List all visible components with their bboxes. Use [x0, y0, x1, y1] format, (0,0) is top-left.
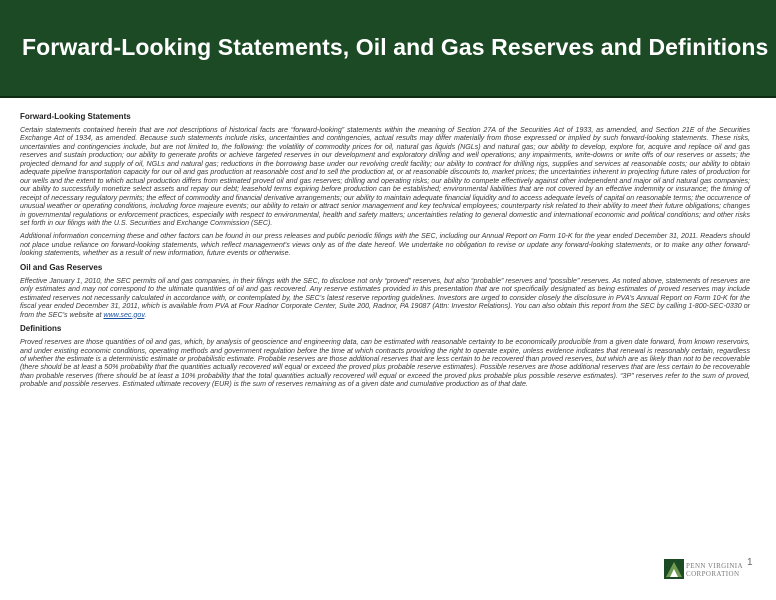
penn-virginia-logo	[664, 555, 743, 583]
definitions-paragraph: Proved reserves are those quantities of oil and gas, which, by analysis of geoscience and engineering data, can be estimated with reasonable certainty to be economically producible from a given date forward, from known reservoirs, and under existing economic conditions, operating methods and government regulation before the time at which contracts providing the right to operate expire, unless evidence indicates that renewal is reasonably certain, regardless of whether the estimate is a deterministic estimate or probabilistic estimate. Probable reserves are those additional reserves that are less certain to be recovered than proved reserves, but which are as likely than not to be recoverable (there should be at least a 50% probability that the quantities actually recovered will equal or exceed the proved plus probable reserve estimates). Possible reserves are those additional reserves that are less certain to be recoverable than probable reserves (there should be at least a 10% probability that the total quantities actually recovered will equal or exceed the proved plus probable plus possible reserve estimates). “3P” reserves refer to the sum of proved, probable and possible reserves. Estimated ultimate recovery (EUR) is the sum of reserves remaining as of a given date and cumulative production as of that date.	[20, 338, 750, 389]
forward-looking-section	[20, 112, 750, 258]
penn-virginia-logo-icon	[664, 559, 684, 579]
sec-website-link[interactable]: www.sec.gov	[103, 310, 145, 319]
title-bar	[0, 0, 776, 98]
reserves-paragraph-end: .	[144, 310, 147, 319]
definitions-section	[20, 324, 750, 389]
reserves-section	[20, 263, 750, 319]
logo-line-1: PENN VIRGINIA	[686, 562, 743, 570]
logo-line-2: CORPORATION	[686, 570, 740, 578]
slide-title: Forward-Looking Statements, Oil and Gas Reserves and Definitions	[22, 34, 769, 60]
reserves-heading: Oil and Gas Reserves	[20, 262, 103, 272]
forward-looking-paragraph-2: Additional information concerning these and other factors can be found in our press releases and public periodic filings with the SEC, including our Annual Report on Form 10-K for the year ended December 31, 2011. Readers should not place undue reliance on forward-looking statements, which reflect management’s views only as of the date hereof. We undertake no obligation to revise or update any forward-looking statements, or to make any other forward-looking statements, whether as a result of new information, future events or otherwise.	[20, 232, 750, 258]
definitions-heading: Definitions	[20, 324, 62, 334]
page-number: 1	[747, 557, 753, 568]
reserves-paragraph	[20, 277, 750, 319]
forward-looking-paragraph-1: Certain statements contained herein that are not descriptions of historical facts are “forward-looking” statements within the meaning of Section 27A of the Securities Act of 1933, as amended, and Section 21E of the Securities Exchange Act of 1934, as amended. Because such statements include risks, uncertainties and contingencies, actual results may differ materially from those expressed or implied by such forward-looking statements. These risks, uncertainties and contingencies include, but are not limited to, the following: the volatility of commodity prices for oil, natural gas liquids (NGLs) and natural gas; our ability to develop, explore for, acquire and replace oil and gas reserves and sustain production; our ability to generate profits or achieve targeted reserves in our development and exploratory drilling and well operations; any impairments, write-downs or write offs of our reserves or assets; the projected demand for and supply of oil, NGLs and natural gas; reductions in the borrowing base under our revolving credit facility; our ability to contract for drilling rigs, supplies and services at reasonable costs; our ability to obtain adequate pipeline transportation capacity for our oil and gas production at reasonable cost and to sell the production at, or at reasonable discounts to, market prices; the uncertainties inherent in projecting future rates of production for our wells and the extent to which actual production differs from estimated proved oil and gas reserves; drilling and operating risks; our ability to compete effectively against other independent and major oil and natural gas companies; our ability to successfully monetize select assets and repay our debt; leasehold terms expiring before production can be established; environmental liabilities that are not covered by an effective indemnity or insurance; the timing of receipt of necessary regulatory permits; the effect of commodity and financial derivative arrangements; our ability to maintain adequate financial liquidity and to access adequate levels of capital on reasonable terms; the occurrence of unusual weather or operating conditions, including force majeure events; our ability to retain or attract senior management and key technical employees; counterparty risk related to their ability to meet their future obligations; changes in governmental regulations or enforcement practices, especially with respect to environmental, health and safety matters; uncertainties relating to general domestic and international economic and political conditions; and other risks set forth in our filings with the U.S. Securities and Exchange Commission (SEC).	[20, 126, 750, 227]
slide-content	[20, 112, 750, 394]
forward-looking-heading: Forward-Looking Statements	[20, 112, 131, 121]
reserves-paragraph-text: Effective January 1, 2010, the SEC permits oil and gas companies, in their filings with the SEC, to disclose not only “proved” reserves, but also “probable” reserves and “possible” reserves. As noted above, statements of reserves are only estimates and may not correspond to the ultimate quantities of oil and gas recovered. Any reserve estimates provided in this presentation that are not specifically designated as being estimates of proved reserves may include estimated reserves not necessarily calculated in accordance with, or contemplated by, the SEC’s latest reserve reporting guidelines. Investors are urged to consider closely the disclosure in PVA’s Annual Report on Form 10-K for the fiscal year ended December 31, 2011, which is available from PVA at Four Radnor Corporate Center, Suite 200, Radnor, PA 19087 (Attn: Investor Relations). You can also obtain this report from the SEC by calling 1-800-SEC-0330 or from the SEC’s website at	[20, 276, 750, 319]
logo-text	[686, 562, 743, 578]
